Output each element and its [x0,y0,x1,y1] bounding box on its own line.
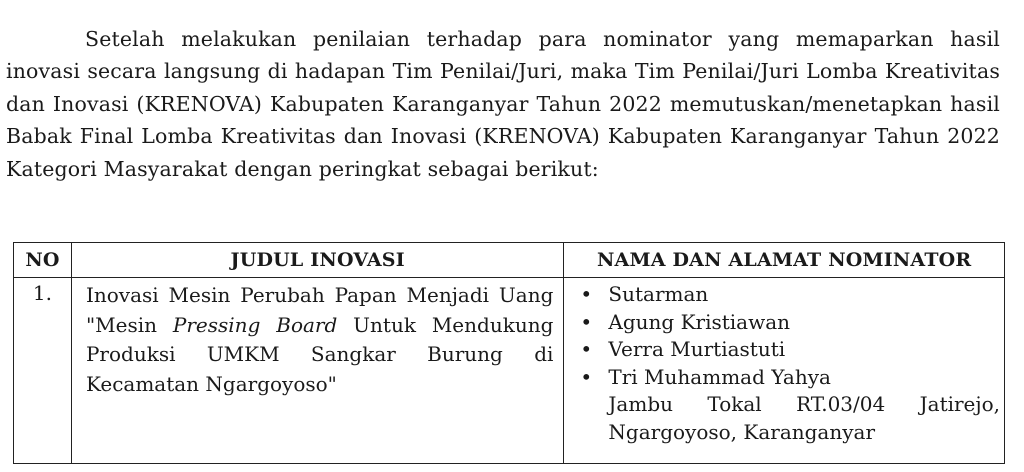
bullet-icon: • [580,282,593,306]
nominator-name: Agung Kristiawan [608,309,791,334]
list-item [580,309,1000,337]
intro-paragraph: Setelah melakukan penilaian terhadap para nominator yang memaparkan hasil inovasi secara langsung di hadapan Tim Penilai/Juri, maka Tim Penilai/Juri Lomba Kreativitas dan Inovasi (KRENOVA) Kabupaten Karanganyar Tahun 2022 memutuskan/menetapkan hasil Babak Final Lomba Kreativitas dan Inovasi (KRENOVA) Kabupaten Karanganyar Tahun 2022 Kategori Masyarakat dengan peringkat sebagai berikut: [6,26,1000,181]
bullet-icon: • [580,337,593,361]
header-no: NO [14,243,72,278]
bullet-icon: • [580,309,593,334]
nominator-name: Sutarman [608,282,709,306]
header-names: NAMA DAN ALAMAT NOMINATOR [564,243,1005,278]
table-header-row [14,243,1005,278]
innovation-title [71,278,563,464]
nominator-cell [564,278,1005,464]
innovation-title-italic: Pressing Board [172,312,338,337]
innovation-title-part2: Untuk Mendukung Produksi UMKM Sangkar Burung di Kecamatan Ngargoyoso" [85,312,554,396]
results-table [13,242,1005,464]
table-row [14,278,1005,464]
innovation-title-part1: Inovasi Mesin Perubah Papan Menjadi Uang "Mesin [85,283,554,337]
row-number: 1. [14,278,72,464]
list-item [580,336,1000,364]
header-title: JUDUL INOVASI [71,243,563,278]
bullet-icon: • [580,364,593,389]
nominator-address: Jambu Tokal RT.03/04 Jatirejo, Ngargoyoso, Karanganyar [608,392,1000,444]
nominator-name: Verra Murtiastuti [608,337,786,361]
nominator-list [580,281,1000,391]
list-item [580,281,1000,309]
list-item [580,364,1000,392]
nominator-name: Tri Muhammad Yahya [608,364,831,389]
